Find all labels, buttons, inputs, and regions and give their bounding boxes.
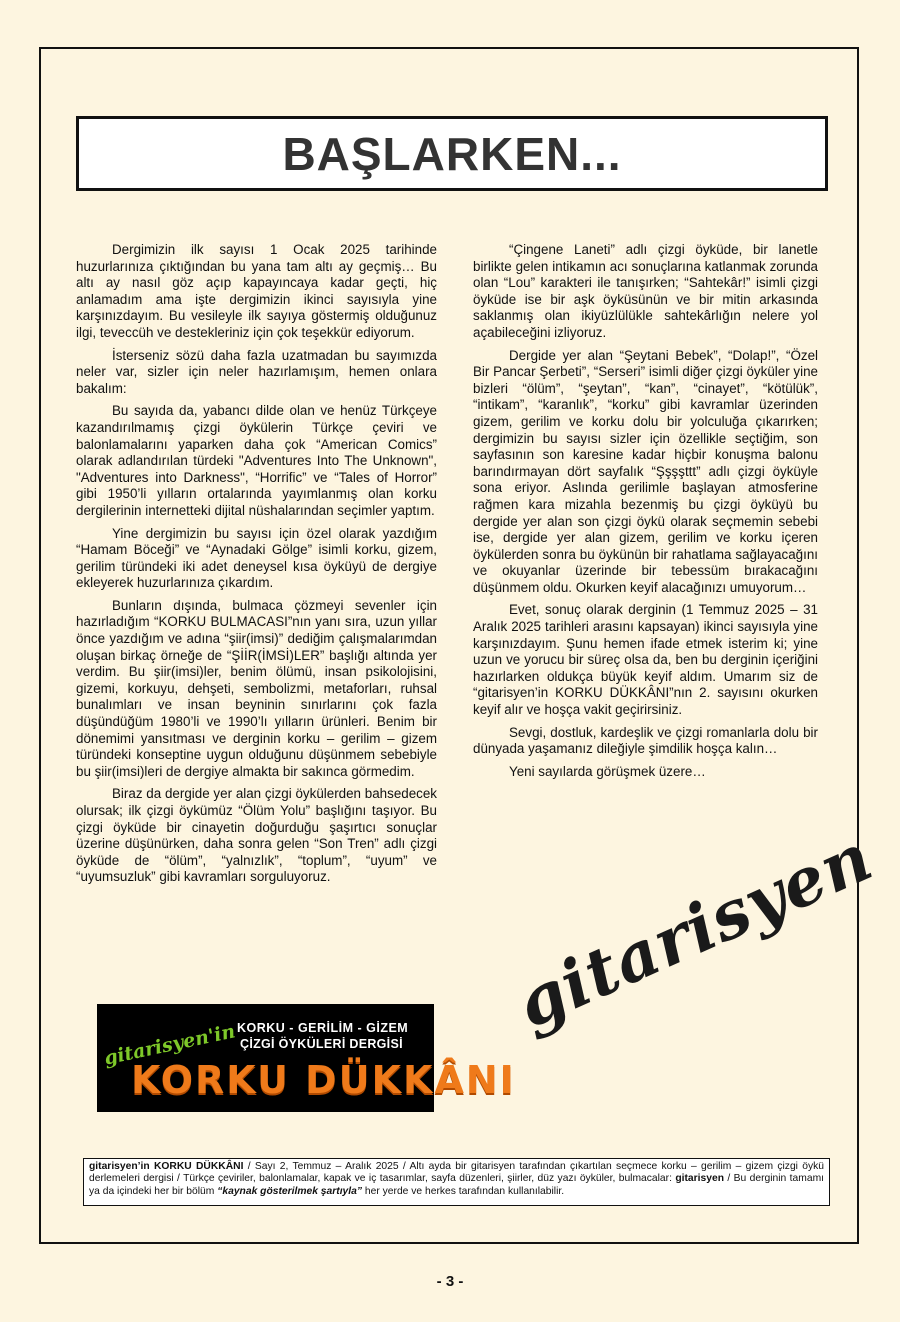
logo-script-text: gitarisyen'in [102, 1020, 238, 1070]
colophon-text-2: / Bu derginin tamamı ya da içindeki her bir bölüm [89, 1173, 825, 1197]
paragraph: Dergide yer alan “Şeytani Bebek”, “Dolap!”, “Özel Bir Pancar Şerbeti”, “Serseri” isimli diğer çizgi öyküler yine bizleri “ölüm”, “şeytan”, “kan”, “cinayet”, “kötülük”, “intikam”, “karanlık”, “korku” gibi kavramlar üzerinden gizem, gerilim ve korku dolu bir yolculuğa çıkarırken; dergimizin bu sayısı sizler için özellikle seçtiğim, son sayfasının son karesine kadar hiçbir konuşma balonu barındırmayan dört sayfalık “Şşşşttt” adlı çizgi öyküyle sona eriyor. Aslında gerilimle başlayan atmosferine rağmen kara mizahla bezenmiş bu çizgi öyküyü bu dergide yer alan son çizgi öykü olarak seçmemin sebebi ise, dergide yer alan gizem, gerilim ve korku içeren öykülerden sonra bu öykünün bir rahatlama sağlayacağını ve okuyanlar üzerinde bir tebessüm bırakacağını düşünmem oldu. Okurken keyif alacağınızı umuyorum… [473, 347, 818, 595]
title-box [76, 116, 828, 191]
page-number: - 3 - [436, 1273, 464, 1290]
paragraph: Yeni sayılarda görüşmek üzere… [509, 763, 706, 779]
right-column [473, 242, 818, 786]
page-title: BAŞLARKEN... [282, 127, 622, 180]
author-signature: gitarisyen [505, 817, 884, 1044]
left-column [76, 242, 437, 892]
colophon-condition: “kaynak gösterilmek şartıyla” [217, 1185, 363, 1197]
paragraph: Evet, sonuç olarak derginin (1 Temmuz 2025 – 31 Aralık 2025 tarihleri arasını kapsayan) ikinci sayısıyla yine karşınızdayım. Şunu hemen ifade etmek isterim ki; yine uzun ve yorucu bir süreç olsa da, ben bu derginin içeriğini hazırlarken oldukça büyük keyif aldım. Umarım siz de “gitarisyen’in KORKU DÜKKÂNI”nın 2. sayısını okurken keyif alır ve hoşça vakit geçirirsiniz. [473, 602, 818, 718]
paragraph: Bunların dışında, bulmaca çözmeyi sevenler için hazırladığım “KORKU BULMACASI”nın yanı sıra, uzun yıllar önce yazdığım ve adına “şiir(imsi)” dediğim çalışmalarımdan oluşan birkaç örneğe de “ŞİİR(İMSİ)LER” başlığı altında yer verdim. Bu şiir(imsi)ler, benim ölümü, insan psikolojisini, gizemi, korkuyu, dehşeti, sembolizmi, metaforları, ruhsal bunalımları ve insan beyninin sınırlarını çok fazla düşündüğüm 1980’li ve 1990’lı yılların ürünleri. Benim bir dönemimi yansıtması ve derginin korku – gerilim – gizem türündeki konseptine uygun olduğunu düşünmem sebebiyle bu şiir(imsi)leri de dergiye almakta bir sakınca görmedim. [76, 597, 437, 779]
paragraph: İsterseniz sözü daha fazla uzatmadan bu sayımızda neler var, sizler için neler hazırlamışım, hemen onlara bakalım: [76, 347, 437, 396]
paragraph: Bu sayıda da, yabancı dilde olan ve henüz Türkçeye kazandırılmamış çizgi öykülerin Türkçe çeviri ve balonlamalarını yaparken daha çok “American Comics” olarak adlandırılan türdeki "Adventures Into The Unknown", "Adventures into Darkness", “Horrific” ve “Tales of Horror” gibi 1950’li yılların ortalarında yayımlanmış olan korku dergilerinin internetteki dijital nüshalarından seçimler yaptım. [76, 403, 437, 518]
paragraph: Yine dergimizin bu sayısı için özel olarak yazdığım “Hamam Böceği” ve “Aynadaki Gölge” isimli korku, gizem, gerilim türündeki iki adet deneysel kısa öyküyü de dergiye ekleyerek huzurlarınıza çıkardım. [76, 525, 437, 591]
colophon-text: / Sayı 2, Temmuz – Aralık 2025 / Altı ayda bir gitarisyen tarafından çıkartılan seçmece korku – gerilim – gizem çizgi öykü derlemeleri dergisi / Türkçe çeviriler, balonlamalar, kapak ve iç tasarımlar, sayfa düzenleri, şiirler, düz yazı öyküler, bulmacalar: [89, 1161, 825, 1185]
magazine-logo [97, 1004, 516, 1112]
colophon-author: gitarisyen [675, 1173, 724, 1185]
paragraph: “Çingene Laneti” adlı çizgi öyküde, bir lanetle birlikte gelen intikamın acı sonuçlarına katlanmak zorunda olan “Lou” karakteri ile tanışırken; “Sahtekâr!” isimli çizgi öyküde ise bir aşk öyküsünün ve bir mitin arkasında saklanmış olan ikiyüzlülükle sahtekârlığın nelere yol açabileceğini izliyoruz. [473, 242, 818, 340]
paragraph: Sevgi, dostluk, kardeşlik ve çizgi romanlarla dolu bir dünyada yaşamanız dileğiyle şimdilik hoşça kalın… [473, 724, 818, 757]
logo-brand: KORKU DÜKKÂNI [131, 1058, 516, 1102]
colophon-magazine-name: gitarisyen’in KORKU DÜKKÂNI [89, 1161, 244, 1172]
logo-subtitle-1: KORKU - GERİLİM - GİZEM [237, 1021, 409, 1035]
colophon-text-3: her yerde ve herkes tarafından kullanılabilir. [362, 1185, 565, 1197]
colophon-box [83, 1158, 830, 1206]
paragraph: Dergimizin ilk sayısı 1 Ocak 2025 tarihinde huzurlarınıza çıktığından bu yana tam altı ay geçmiş… Bu altı ay nasıl göz açıp kapayıncaya kadar geçti, hiç anlamadım ama işte dergimizin ikinci sayısıyla yine karşınızdayım. Bu vesileyle ilk sayıya göstermiş olduğunuz ilgi, teveccüh ve destekleriniz için çok teşekkür ediyorum. [76, 242, 437, 340]
logo-subtitle-2: ÇİZGİ ÖYKÜLERİ DERGİSİ [240, 1037, 403, 1051]
paragraph: Biraz da dergide yer alan çizgi öykülerden bahsedecek olursak; ilk çizgi öykümüz “Ölüm Yolu” başlığını taşıyor. Bu çizgi öyküde bir cinayetin doğurduğu şaşırtıcı sonuçlar üzerine düşünürken, daha sonra gelen “Son Tren” adlı çizgi öyküde de “ölüm”, “yalnızlık”, “toplum”, “uyum” ve “uyumsuzluk” gibi kavramları sorguluyoruz. [76, 786, 437, 885]
